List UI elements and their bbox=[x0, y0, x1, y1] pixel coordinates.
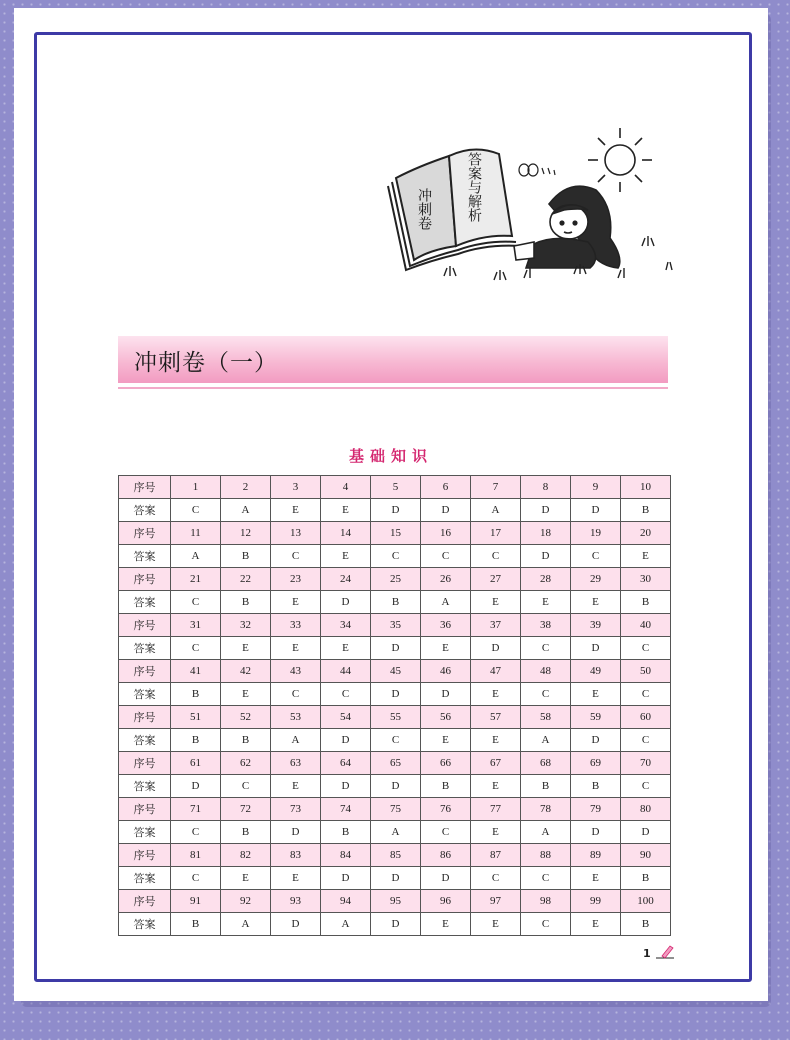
answer-cell: C bbox=[421, 821, 471, 844]
answer-cell: D bbox=[421, 499, 471, 522]
answer-cell: E bbox=[571, 913, 621, 936]
page-title: 冲刺卷（一） bbox=[134, 350, 278, 376]
answer-cell: C bbox=[621, 683, 671, 706]
number-cell: 9 bbox=[571, 476, 621, 499]
number-cell: 65 bbox=[371, 752, 421, 775]
answer-cell: C bbox=[521, 637, 571, 660]
number-row bbox=[119, 890, 671, 913]
answer-cell: D bbox=[521, 499, 571, 522]
answer-cell: D bbox=[521, 545, 571, 568]
number-cell: 61 bbox=[171, 752, 221, 775]
number-row bbox=[119, 476, 671, 499]
answer-cell: A bbox=[371, 821, 421, 844]
number-cell: 40 bbox=[621, 614, 671, 637]
number-cell: 18 bbox=[521, 522, 571, 545]
answer-cell: B bbox=[571, 775, 621, 798]
answer-cell: B bbox=[321, 821, 371, 844]
number-row bbox=[119, 752, 671, 775]
girl-figure bbox=[514, 186, 620, 268]
answer-cell: A bbox=[221, 499, 271, 522]
answer-cell: B bbox=[421, 775, 471, 798]
number-row bbox=[119, 568, 671, 591]
number-cell: 50 bbox=[621, 660, 671, 683]
number-cell: 26 bbox=[421, 568, 471, 591]
answer-cell: B bbox=[521, 775, 571, 798]
answer-row-label: 答案 bbox=[119, 499, 171, 522]
number-cell: 83 bbox=[271, 844, 321, 867]
answer-table bbox=[118, 475, 671, 936]
answer-cell: E bbox=[321, 499, 371, 522]
answer-cell: C bbox=[621, 729, 671, 752]
number-cell: 44 bbox=[321, 660, 371, 683]
number-cell: 59 bbox=[571, 706, 621, 729]
number-cell: 46 bbox=[421, 660, 471, 683]
answer-cell: A bbox=[171, 545, 221, 568]
answer-cell: E bbox=[471, 591, 521, 614]
number-cell: 71 bbox=[171, 798, 221, 821]
answer-row bbox=[119, 913, 671, 936]
answer-row bbox=[119, 775, 671, 798]
number-cell: 21 bbox=[171, 568, 221, 591]
answer-cell: A bbox=[521, 821, 571, 844]
book-page bbox=[14, 8, 768, 1001]
answer-row bbox=[119, 867, 671, 890]
number-cell: 95 bbox=[371, 890, 421, 913]
number-cell: 91 bbox=[171, 890, 221, 913]
number-cell: 5 bbox=[371, 476, 421, 499]
answer-cell: B bbox=[621, 913, 671, 936]
number-row-label: 序号 bbox=[119, 706, 171, 729]
number-row bbox=[119, 798, 671, 821]
answer-row-label: 答案 bbox=[119, 867, 171, 890]
answer-cell: B bbox=[621, 867, 671, 890]
book-right-text: 答案与解析 bbox=[466, 152, 482, 222]
answer-cell: D bbox=[321, 775, 371, 798]
answer-cell: E bbox=[221, 637, 271, 660]
answer-cell: D bbox=[421, 867, 471, 890]
answer-cell: C bbox=[571, 545, 621, 568]
answer-row bbox=[119, 591, 671, 614]
sun-icon bbox=[588, 128, 652, 192]
number-row bbox=[119, 522, 671, 545]
number-cell: 2 bbox=[221, 476, 271, 499]
answer-row-label: 答案 bbox=[119, 913, 171, 936]
number-cell: 24 bbox=[321, 568, 371, 591]
number-cell: 30 bbox=[621, 568, 671, 591]
number-cell: 49 bbox=[571, 660, 621, 683]
number-cell: 67 bbox=[471, 752, 521, 775]
number-cell: 20 bbox=[621, 522, 671, 545]
number-cell: 77 bbox=[471, 798, 521, 821]
answer-cell: E bbox=[221, 683, 271, 706]
answer-cell: B bbox=[371, 591, 421, 614]
number-cell: 47 bbox=[471, 660, 521, 683]
number-cell: 94 bbox=[321, 890, 371, 913]
number-row-label: 序号 bbox=[119, 614, 171, 637]
number-cell: 15 bbox=[371, 522, 421, 545]
answer-row-label: 答案 bbox=[119, 637, 171, 660]
answer-cell: B bbox=[171, 683, 221, 706]
answer-cell: E bbox=[471, 729, 521, 752]
answer-cell: E bbox=[271, 591, 321, 614]
number-cell: 90 bbox=[621, 844, 671, 867]
number-cell: 63 bbox=[271, 752, 321, 775]
answer-cell: C bbox=[521, 913, 571, 936]
answer-cell: D bbox=[321, 729, 371, 752]
answer-cell: C bbox=[221, 775, 271, 798]
answer-cell: A bbox=[271, 729, 321, 752]
answer-cell: D bbox=[371, 683, 421, 706]
answer-cell: E bbox=[421, 729, 471, 752]
number-cell: 27 bbox=[471, 568, 521, 591]
answer-cell: D bbox=[371, 867, 421, 890]
number-cell: 17 bbox=[471, 522, 521, 545]
number-cell: 29 bbox=[571, 568, 621, 591]
answer-cell: C bbox=[621, 637, 671, 660]
number-cell: 39 bbox=[571, 614, 621, 637]
answer-cell: E bbox=[271, 637, 321, 660]
number-cell: 28 bbox=[521, 568, 571, 591]
number-cell: 22 bbox=[221, 568, 271, 591]
number-cell: 14 bbox=[321, 522, 371, 545]
number-row-label: 序号 bbox=[119, 844, 171, 867]
answer-cell: C bbox=[621, 775, 671, 798]
number-cell: 68 bbox=[521, 752, 571, 775]
answer-cell: B bbox=[171, 913, 221, 936]
answer-cell: A bbox=[521, 729, 571, 752]
number-cell: 48 bbox=[521, 660, 571, 683]
answer-cell: B bbox=[171, 729, 221, 752]
number-cell: 97 bbox=[471, 890, 521, 913]
answer-cell: E bbox=[621, 545, 671, 568]
answer-cell: D bbox=[271, 821, 321, 844]
banner-underline bbox=[118, 387, 668, 389]
answer-cell: C bbox=[471, 867, 521, 890]
answer-cell: D bbox=[371, 775, 421, 798]
answer-cell: E bbox=[321, 637, 371, 660]
answer-table-body bbox=[119, 476, 671, 936]
answer-cell: E bbox=[221, 867, 271, 890]
answer-row bbox=[119, 637, 671, 660]
answer-cell: D bbox=[371, 913, 421, 936]
number-cell: 7 bbox=[471, 476, 521, 499]
answer-cell: D bbox=[471, 637, 521, 660]
answer-cell: C bbox=[271, 545, 321, 568]
butterfly-icon bbox=[519, 164, 555, 176]
number-row-label: 序号 bbox=[119, 476, 171, 499]
number-cell: 87 bbox=[471, 844, 521, 867]
number-cell: 96 bbox=[421, 890, 471, 913]
number-row-label: 序号 bbox=[119, 798, 171, 821]
answer-cell: D bbox=[321, 867, 371, 890]
answer-cell: D bbox=[621, 821, 671, 844]
pencil-icon bbox=[654, 944, 676, 960]
number-cell: 89 bbox=[571, 844, 621, 867]
number-cell: 99 bbox=[571, 890, 621, 913]
answer-cell: A bbox=[321, 913, 371, 936]
number-cell: 62 bbox=[221, 752, 271, 775]
answer-row bbox=[119, 545, 671, 568]
answer-cell: D bbox=[371, 499, 421, 522]
number-cell: 76 bbox=[421, 798, 471, 821]
number-cell: 16 bbox=[421, 522, 471, 545]
number-cell: 4 bbox=[321, 476, 371, 499]
answer-cell: E bbox=[471, 775, 521, 798]
number-cell: 85 bbox=[371, 844, 421, 867]
answer-cell: D bbox=[571, 821, 621, 844]
answer-cell: E bbox=[571, 591, 621, 614]
answer-cell: B bbox=[621, 591, 671, 614]
number-cell: 11 bbox=[171, 522, 221, 545]
number-cell: 32 bbox=[221, 614, 271, 637]
answer-cell: E bbox=[271, 867, 321, 890]
number-cell: 34 bbox=[321, 614, 371, 637]
answer-cell: C bbox=[471, 545, 521, 568]
number-cell: 70 bbox=[621, 752, 671, 775]
number-cell: 19 bbox=[571, 522, 621, 545]
number-cell: 38 bbox=[521, 614, 571, 637]
number-cell: 25 bbox=[371, 568, 421, 591]
answer-cell: C bbox=[371, 729, 421, 752]
number-cell: 51 bbox=[171, 706, 221, 729]
answer-row bbox=[119, 683, 671, 706]
number-row-label: 序号 bbox=[119, 890, 171, 913]
answer-cell: E bbox=[321, 545, 371, 568]
answer-cell: B bbox=[221, 545, 271, 568]
number-row-label: 序号 bbox=[119, 522, 171, 545]
number-cell: 73 bbox=[271, 798, 321, 821]
answer-cell: D bbox=[571, 729, 621, 752]
number-cell: 8 bbox=[521, 476, 571, 499]
answer-row-label: 答案 bbox=[119, 729, 171, 752]
answer-cell: C bbox=[371, 545, 421, 568]
number-cell: 98 bbox=[521, 890, 571, 913]
answer-cell: D bbox=[571, 637, 621, 660]
number-cell: 23 bbox=[271, 568, 321, 591]
number-cell: 88 bbox=[521, 844, 571, 867]
number-cell: 93 bbox=[271, 890, 321, 913]
answer-row bbox=[119, 821, 671, 844]
answer-cell: D bbox=[421, 683, 471, 706]
answer-cell: E bbox=[471, 821, 521, 844]
number-cell: 56 bbox=[421, 706, 471, 729]
open-book bbox=[388, 149, 520, 270]
section-title: 基础知识 bbox=[348, 447, 433, 465]
number-cell: 55 bbox=[371, 706, 421, 729]
number-row bbox=[119, 614, 671, 637]
answer-cell: C bbox=[171, 499, 221, 522]
number-cell: 80 bbox=[621, 798, 671, 821]
number-cell: 69 bbox=[571, 752, 621, 775]
answer-cell: C bbox=[171, 821, 221, 844]
answer-row bbox=[119, 729, 671, 752]
answer-row-label: 答案 bbox=[119, 775, 171, 798]
number-cell: 78 bbox=[521, 798, 571, 821]
answer-row-label: 答案 bbox=[119, 821, 171, 844]
number-cell: 33 bbox=[271, 614, 321, 637]
number-cell: 52 bbox=[221, 706, 271, 729]
number-row-label: 序号 bbox=[119, 752, 171, 775]
number-cell: 53 bbox=[271, 706, 321, 729]
answer-cell: E bbox=[271, 499, 321, 522]
number-row bbox=[119, 660, 671, 683]
answer-cell: E bbox=[421, 913, 471, 936]
answer-cell: C bbox=[171, 867, 221, 890]
number-cell: 10 bbox=[621, 476, 671, 499]
number-cell: 36 bbox=[421, 614, 471, 637]
answer-cell: D bbox=[321, 591, 371, 614]
answer-cell: C bbox=[521, 683, 571, 706]
number-cell: 43 bbox=[271, 660, 321, 683]
number-cell: 41 bbox=[171, 660, 221, 683]
answer-cell: B bbox=[621, 499, 671, 522]
number-row-label: 序号 bbox=[119, 568, 171, 591]
answer-cell: C bbox=[171, 637, 221, 660]
number-cell: 86 bbox=[421, 844, 471, 867]
number-cell: 75 bbox=[371, 798, 421, 821]
page-number: 1 bbox=[643, 947, 651, 960]
number-row-label: 序号 bbox=[119, 660, 171, 683]
number-cell: 57 bbox=[471, 706, 521, 729]
answer-cell: E bbox=[571, 867, 621, 890]
number-cell: 13 bbox=[271, 522, 321, 545]
answer-cell: E bbox=[571, 683, 621, 706]
number-cell: 45 bbox=[371, 660, 421, 683]
answer-cell: A bbox=[421, 591, 471, 614]
answer-cell: D bbox=[571, 499, 621, 522]
number-cell: 31 bbox=[171, 614, 221, 637]
number-cell: 66 bbox=[421, 752, 471, 775]
answer-cell: C bbox=[171, 591, 221, 614]
answer-cell: D bbox=[271, 913, 321, 936]
answer-cell: B bbox=[221, 591, 271, 614]
number-cell: 64 bbox=[321, 752, 371, 775]
answer-cell: E bbox=[421, 637, 471, 660]
number-cell: 81 bbox=[171, 844, 221, 867]
number-cell: 100 bbox=[621, 890, 671, 913]
number-row bbox=[119, 844, 671, 867]
number-cell: 35 bbox=[371, 614, 421, 637]
number-cell: 74 bbox=[321, 798, 371, 821]
number-cell: 72 bbox=[221, 798, 271, 821]
answer-row-label: 答案 bbox=[119, 545, 171, 568]
number-row bbox=[119, 706, 671, 729]
answer-cell: C bbox=[321, 683, 371, 706]
number-cell: 6 bbox=[421, 476, 471, 499]
book-left-text: 冲刺卷 bbox=[416, 188, 432, 230]
answer-cell: B bbox=[221, 821, 271, 844]
answer-cell: D bbox=[371, 637, 421, 660]
number-cell: 12 bbox=[221, 522, 271, 545]
answer-cell: E bbox=[471, 683, 521, 706]
answer-cell: C bbox=[521, 867, 571, 890]
number-cell: 82 bbox=[221, 844, 271, 867]
number-cell: 58 bbox=[521, 706, 571, 729]
answer-cell: A bbox=[471, 499, 521, 522]
reading-girl-illustration bbox=[374, 118, 674, 293]
number-cell: 54 bbox=[321, 706, 371, 729]
number-cell: 60 bbox=[621, 706, 671, 729]
answer-cell: B bbox=[221, 729, 271, 752]
number-cell: 42 bbox=[221, 660, 271, 683]
answer-cell: E bbox=[471, 913, 521, 936]
number-cell: 84 bbox=[321, 844, 371, 867]
number-cell: 79 bbox=[571, 798, 621, 821]
number-cell: 3 bbox=[271, 476, 321, 499]
number-cell: 1 bbox=[171, 476, 221, 499]
answer-row-label: 答案 bbox=[119, 591, 171, 614]
answer-cell: E bbox=[271, 775, 321, 798]
answer-cell: A bbox=[221, 913, 271, 936]
answer-cell: C bbox=[271, 683, 321, 706]
answer-cell: C bbox=[421, 545, 471, 568]
answer-row bbox=[119, 499, 671, 522]
answer-cell: D bbox=[171, 775, 221, 798]
number-cell: 92 bbox=[221, 890, 271, 913]
answer-row-label: 答案 bbox=[119, 683, 171, 706]
answer-cell: E bbox=[521, 591, 571, 614]
number-cell: 37 bbox=[471, 614, 521, 637]
